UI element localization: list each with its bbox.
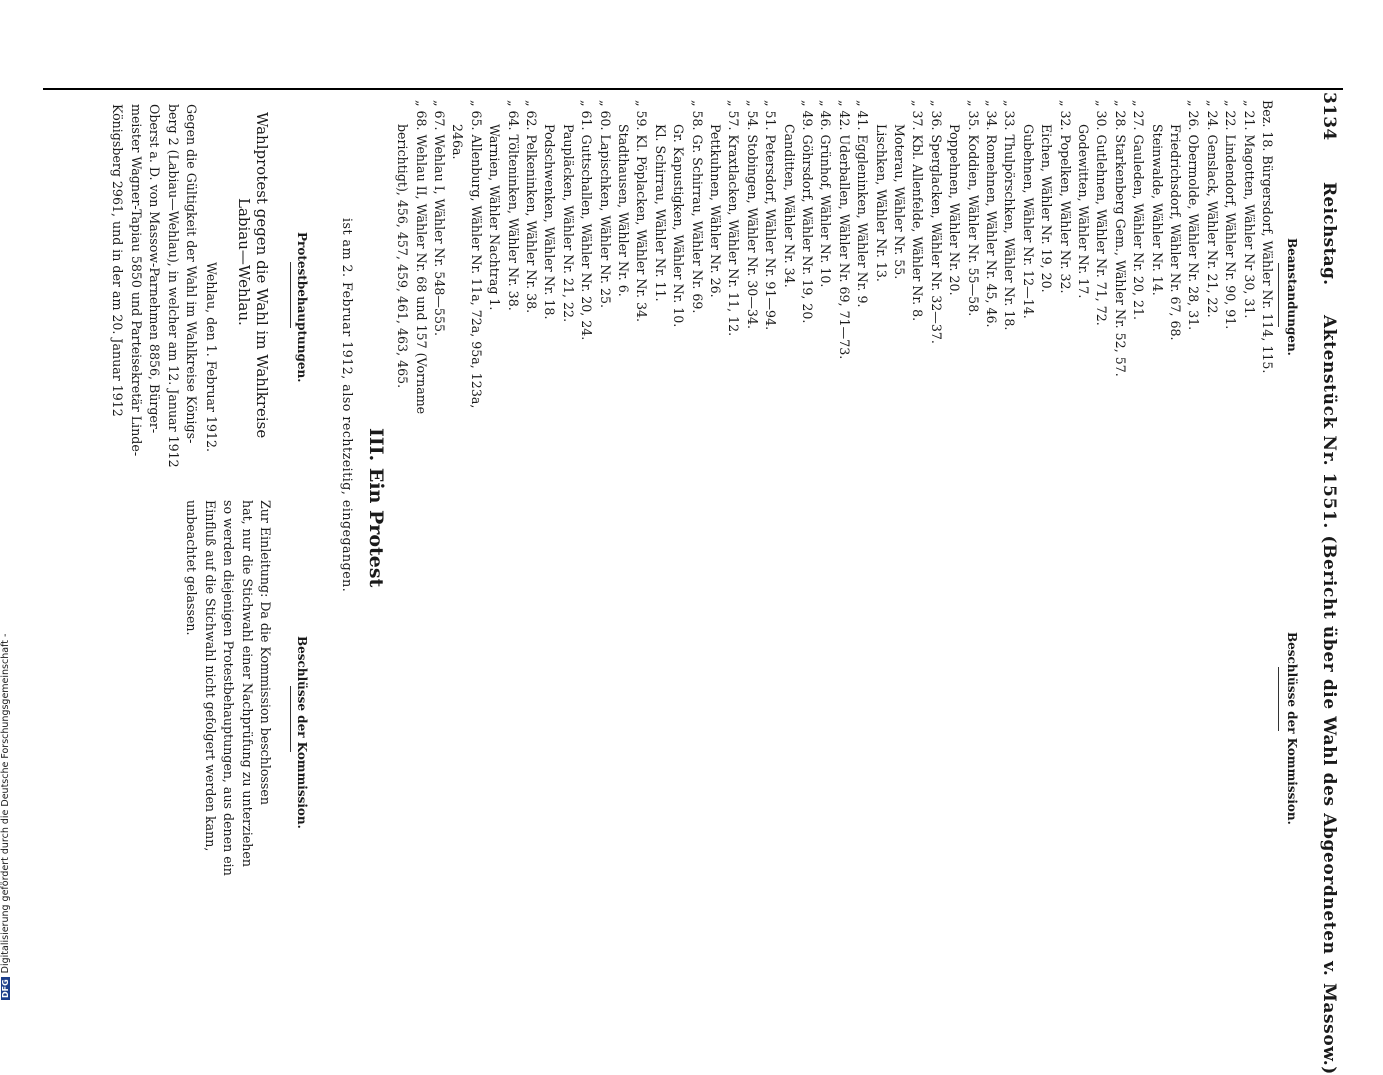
list-line: Gubehnen, Wähler Nr. 12—14. (1020, 124, 1036, 319)
list-line: berichtigt), 456, 457, 459, 461, 463, 465. (395, 124, 411, 389)
list-line: „ 64. Tölteninken, Wähler Nr. 38. (505, 100, 521, 311)
list-line: Paupläcken, Wähler Nr. 21, 22. (560, 124, 576, 323)
decision-body-line: unbeachtet gelassen. (184, 500, 200, 636)
list-line: „ 36. Sperglacken, Wähler Nr. 32—37. (928, 100, 944, 344)
list-line: Stadthausen, Wähler Nr. 6. (616, 124, 631, 297)
list-line: „ 60. Lapischken, Wähler Nr. 25. (597, 100, 613, 309)
protest-body-line: berg 2 (Labiau—Wehlau), in welcher am 12. Januar 1912 (165, 104, 181, 468)
list-line: Bez. 18. Bürgersdorf, Wähler Nr. 114, 115. (1260, 100, 1275, 374)
list-line: Pettkuhnen, Wähler Nr. 26. (708, 124, 723, 298)
protest-heading: Protestbehauptungen. (295, 232, 309, 383)
list-line: „ 49. Göhrsdorf, Wähler Nr. 19, 20. (800, 100, 815, 324)
list-line: Eichen, Wähler Nr. 19, 20. (1039, 124, 1055, 293)
list-line: Poppehnen, Wähler Nr. 20. (947, 124, 963, 296)
protest-title-1: Wahlprotest gegen die Wahl im Wahlkreise (253, 112, 271, 439)
list-line: „ 67. Wehlau I, Wähler Nr. 548—555. (432, 100, 447, 336)
list-line: Lischken, Wähler Nr. 13. (873, 124, 889, 282)
list-line: „ 28. Starkenberg Gem., Wähler Nr. 52, 57. (1112, 100, 1128, 377)
beanstandungen-heading: Beanstandungen. (1285, 238, 1299, 356)
header-org: Reichstag. (1319, 182, 1339, 286)
list-line: „ 41. Eggleninken, Wähler Nr. 9. (855, 100, 871, 308)
section-iii-heading: III. Ein Protest (365, 428, 387, 588)
protest-title-2: Labiau—Wehlau. (235, 198, 253, 326)
list-line: Kl. Schirrau, Wähler Nr. 11. (652, 124, 668, 302)
list-line: Canditten, Wähler Nr. 34. (781, 124, 797, 288)
list-line: Steinwalde, Wähler Nr. 14. (1149, 124, 1165, 296)
list-line: „ 62. Pelkeninken, Wähler Nr. 38. (524, 100, 539, 314)
protest-body-line: Oberst a. D. von Massow-Parnehmen 8856, Bürger- (147, 104, 163, 434)
list-line: „ 37. Kbl. Allenfelde, Wähler Nr. 8. (910, 100, 926, 322)
footer-credit-text: Digitalisierung gefördert durch die Deutsche Forschungsgemeinschaft - (0, 633, 11, 974)
page-edge-rule (43, 88, 1343, 90)
list-line: „ 68. Wehlau II, Wähler Nr. 68 und 157 (Vorname (413, 100, 429, 415)
list-line: „ 65. Allenburg, Wähler Nr. 11a, 72a, 95a, 123a, (468, 100, 484, 409)
dfg-logo: DFG (1, 979, 10, 998)
list-line: „ 58. Gr. Schirrau, Wähler Nr. 69. (689, 100, 705, 314)
list-line: „ 33. Thulpörschken, Wähler Nr. 18. (1002, 100, 1018, 331)
protest-body-line: meister Wagner-Tapiau 5850 und Parteisekretär Linde- (128, 104, 144, 457)
list-line: „ 32. Popelken, Wähler Nr. 32. (1057, 100, 1073, 294)
heading-rule-left (1278, 263, 1279, 327)
decision-body-line: Zur Einleitung: Da die Kommission beschlossen (258, 500, 273, 805)
protest-body-line: Gegen die Gültigkeit der Wahl im Wahlkreise Königs- (184, 104, 199, 444)
protest-rule (290, 262, 291, 328)
list-line: Gr. Kapustigken, Wähler Nr. 10. (671, 124, 687, 328)
header-title: Aktenstück Nr. 1551. (Bericht über die Wahl des Abgeordneten v. Massow.) (1319, 315, 1339, 1075)
list-line: „ 59. Kl. Pöplacken, Wähler Nr. 34. (634, 100, 650, 323)
decision-heading: Beschlüsse der Kommission. (295, 636, 309, 829)
list-line: „ 57. Kraxtlacken, Wähler Nr. 11, 12. (726, 100, 742, 337)
decision-body-line: Einfluß auf die Stichwahl nicht gefolgert werden kann, (202, 500, 218, 852)
list-line: „ 24. Genslack, Wähler Nr. 21, 22. (1204, 100, 1220, 318)
protest-body-line: Königsberg 2961, und in der am 20. Januar 1912 (110, 104, 126, 417)
list-line: „ 35. Koddien, Wähler Nr. 55—58. (965, 100, 981, 317)
decision-body-line: hat, nur die Stichwahl einer Nachprüfung zu unterziehen (239, 500, 255, 867)
decision-rule (290, 686, 291, 752)
list-line: Moterau, Wähler Nr. 55. (892, 124, 907, 280)
list-line: „ 61. Guttschallen, Wähler Nr. 20, 24. (579, 100, 595, 341)
footer-credit (0, 0, 14, 1000)
list-line: Podschwenken, Wähler Nr. 18. (542, 124, 558, 320)
section-iii-intro: ist am 2. Februar 1912, also rechtzeitig, eingegangen. (340, 218, 355, 593)
list-line: „ 42. Uderballen, Wähler Nr. 69, 71—73. (836, 100, 852, 360)
list-line: „ 51. Petersdorf, Wähler Nr. 91—94. (763, 100, 779, 331)
list-line: „ 54. Stobingen, Wähler Nr. 30—34. (744, 100, 760, 329)
heading-rule-right (1278, 667, 1279, 731)
list-line: „ 21. Magotten, Wähler Nr 30, 31. (1241, 100, 1257, 319)
list-line: „ 34. Romehnen, Wähler Nr. 45, 46. (984, 100, 999, 328)
decision-body-line: so werden diejenigen Protestbehauptungen, aus denen ein (221, 500, 237, 876)
list-line: 246a. (450, 124, 466, 160)
kommission-heading: Beschlüsse der Kommission. (1285, 632, 1299, 825)
list-line: „ 30. Gutlehnen, Wähler Nr. 71, 72. (1094, 100, 1110, 326)
list-line: „ 27. Gauleden, Wähler Nr. 20, 21. (1131, 100, 1147, 321)
list-line: „ 26. Obermolde, Wähler Nr. 28, 31. (1186, 100, 1202, 331)
list-line: Friedrichsdorf, Wähler Nr. 67, 68. (1168, 124, 1183, 341)
page-number: 3134 (1319, 92, 1339, 141)
list-line: „ 22. Lindendorf, Wähler Nr. 90, 91. (1223, 100, 1239, 330)
list-line: Godewitten, Wähler Nr. 17. (1076, 124, 1091, 299)
list-line: Warnien, Wähler Nachtrag 1. (487, 124, 503, 311)
list-line: „ 46. Grünhof, Wähler Nr. 10. (818, 100, 834, 288)
protest-dateline: Wehlau, den 1. Februar 1912. (204, 262, 219, 453)
